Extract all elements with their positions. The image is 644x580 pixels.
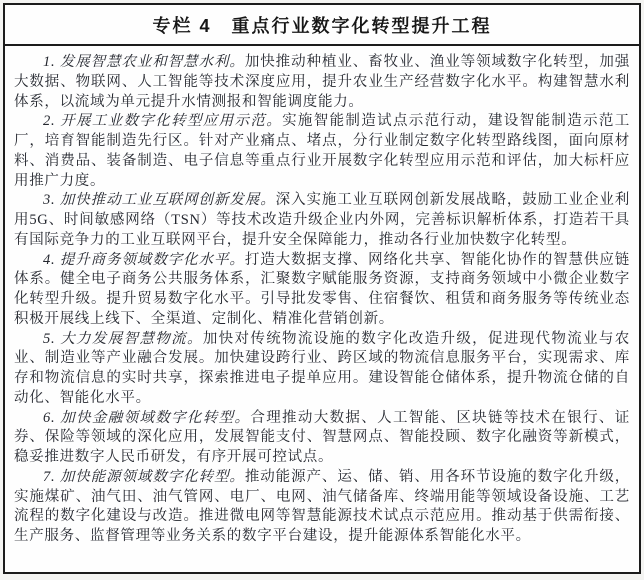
box-body [5, 46, 639, 572]
paragraph-text: 深入实施工业互联网创新发展战略，鼓励工业企业利用5G、时间敏感网络（TSN）等技术改造升级企业内外网，完善标识解析体系，打造若干具有国际竞争力的工业互联网平台，提升安全保障能力，推动各行业加快数字化转型。 [14, 192, 630, 248]
paragraph-text: 推动能源产、运、储、销、用各环节设施的数字化升级，实施煤矿、油气田、油气管网、电厂、电网、油气储备库、终端用能等领域设备设施、工艺流程的数字化建设与改造。推进微电网等智慧能源技术试点示范应用。推动基于供需衔接、生产服务、监督管理等业务关系的数字平台建设，提升能源体系智能化水平。 [14, 468, 631, 544]
column-box [3, 3, 641, 574]
paragraph-text: 加快推动种植业、畜牧业、渔业等领域数字化转型，加强大数据、物联网、人工智能等技术深度应用，提升农业生产经营数字化水平。构建智慧水利体系，以流域为单元提升水情测报和智能调度能力。 [14, 54, 631, 110]
paragraph-lead: 大力发展智慧物流。 [60, 330, 203, 347]
box-title: 专栏 4 重点行业数字化转型提升工程 [152, 15, 492, 36]
paragraph-number: 4. [43, 251, 60, 268]
paragraph-number: 6. [43, 409, 61, 426]
paragraph-lead: 提升商务领域数字化水平。 [59, 251, 245, 268]
paragraph-item [14, 53, 630, 112]
paragraph-lead: 加快能源领域数字化转型。 [59, 468, 245, 485]
paragraph-text: 实施智能制造试点示范行动，建设智能制造示范工厂，培育智能制造先行区。针对产业痛点、堵点，分行业制定数字化转型路线图，面向原材料、消费品、装备制造、电子信息等重点行业开展数字化转型应用示范和评估，加大标杆应用推广力度。 [14, 113, 630, 189]
paragraph-text: 合理推动大数据、人工智能、区块链等技术在银行、证券、保险等领域的深化应用，发展智能支付、智慧网点、智能投顾、数字化融资等新模式，稳妥推进数字人民币研发，有序开展可控试点。 [14, 409, 630, 465]
paragraph-item [14, 112, 630, 191]
paragraph-item [14, 409, 630, 468]
paragraph-item [14, 251, 630, 330]
paragraph-number: 2. [43, 113, 61, 130]
paragraph-lead: 加快推动工业互联网创新发展。 [59, 192, 276, 209]
box-header [5, 5, 639, 46]
paragraph-lead: 发展智慧农业和智慧水利。 [59, 54, 245, 70]
paragraph-text: 加快对传统物流设施的数字化改造升级，促进现代物流业与农业、制造业等产业融合发展。加快建设跨行业、跨区域的物流信息服务平台，实现需求、库存和物流信息的实时共享，探索推进电子提单应用。建设智能仓储体系，提升物流仓储的自动化、智能化水平。 [14, 330, 630, 406]
paragraph-number: 5. [43, 330, 61, 347]
paragraph-item [14, 191, 630, 250]
paragraph-item [14, 468, 630, 547]
paragraph-number: 3. [43, 192, 60, 209]
paragraph-number: 1. [43, 54, 60, 70]
paragraph-item [14, 330, 630, 409]
paragraph-lead: 开展工业数字化转型应用示范。 [60, 113, 283, 130]
paragraph-lead: 加快金融领域数字化转型。 [60, 409, 251, 426]
paragraph-text: 打造大数据支撑、网络化共享、智能化协作的智慧供应链体系。健全电子商务公共服务体系，汇聚数字赋能服务资源，支持商务领域中小微企业数字化转型升级。提升贸易数字化水平。引导批发零售、住宿餐饮、租赁和商务服务等传统业态积极开展线上线下、全渠道、定制化、精准化营销创新。 [14, 251, 631, 327]
paragraph-number: 7. [43, 468, 60, 485]
